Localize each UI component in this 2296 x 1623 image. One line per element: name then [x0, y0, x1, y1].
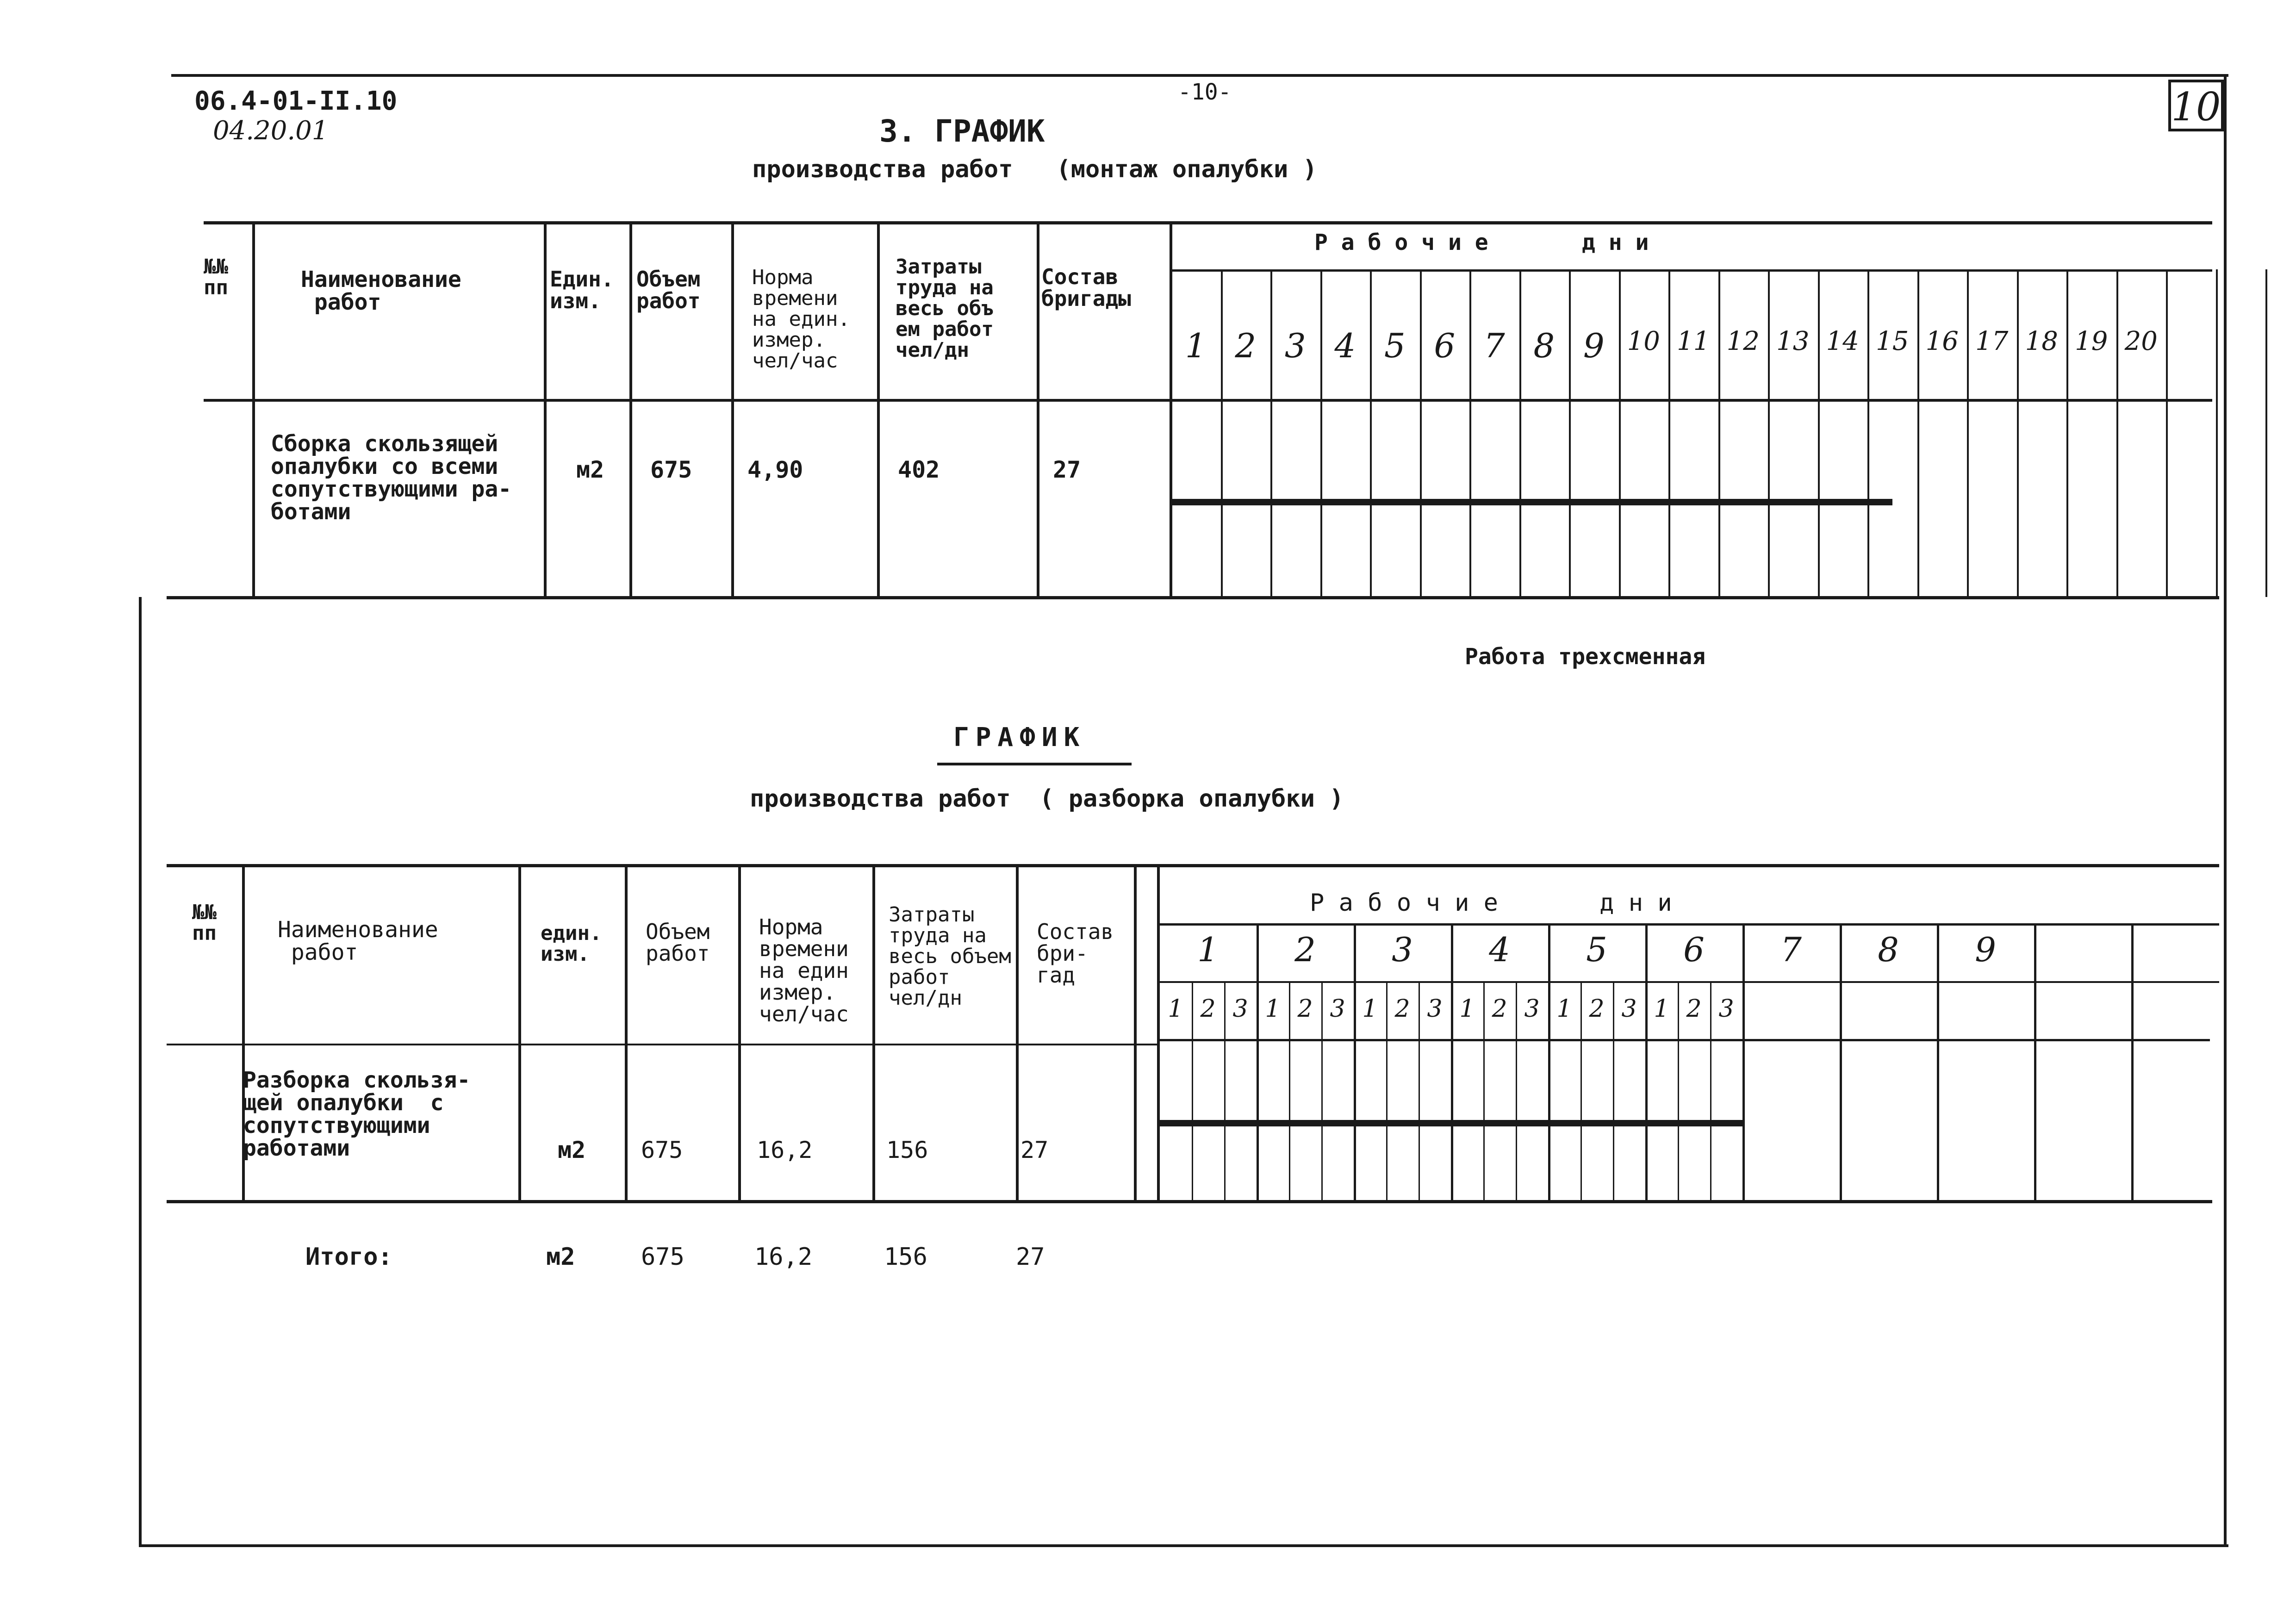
- schedule2-row-norm: 16,2: [757, 1137, 813, 1163]
- total-volume: 675: [641, 1243, 684, 1271]
- schedule2-row-crew: 27: [1020, 1137, 1049, 1163]
- schedule1-day-number: 20: [2124, 326, 2158, 356]
- schedule1-day-gridline: [2265, 269, 2267, 597]
- schedule1-day-number: 10: [1627, 326, 1660, 356]
- schedule2-shift-number: 2: [1686, 995, 1702, 1023]
- schedule2-shift-number: 2: [1589, 995, 1605, 1023]
- total-norm: 16,2: [754, 1243, 813, 1271]
- schedule2-shift-number: 1: [1556, 995, 1572, 1023]
- schedule1-day-number: 1: [1185, 326, 1207, 365]
- frame-bottom: [139, 1544, 2228, 1547]
- schedule2-shift-number: 1: [1168, 995, 1183, 1023]
- schedule2-col-days: Р а б о ч и е д н и: [1310, 889, 1672, 917]
- schedule2-shift-number: 1: [1362, 995, 1378, 1023]
- schedule2-title: ГРАФИК: [953, 722, 1086, 752]
- schedule1-day-gridline: [2066, 269, 2068, 597]
- schedule1-day-number: 4: [1334, 326, 1356, 365]
- schedule1-col-name: Наименование работ: [301, 267, 461, 315]
- schedule1-day-gridline: [1768, 269, 1770, 597]
- schedule1-row-labor: 402: [898, 456, 940, 483]
- schedule2-row-name: Разборка скользя- щей опалубки с сопутствующими работами: [243, 1067, 471, 1161]
- schedule1-day-gridline: [1668, 269, 1670, 597]
- schedule1-day-gridline: [1818, 269, 1820, 597]
- schedule1-day-number: 6: [1434, 326, 1456, 365]
- schedule1-title: 3. ГРАФИК: [879, 113, 1045, 149]
- schedule1-col-days: Р а б о ч и е д н и: [1314, 230, 1649, 255]
- schedule2-day-number: 9: [1975, 930, 1996, 969]
- schedule1-day-number: 14: [1826, 326, 1859, 356]
- schedule1-day-gridline: [1320, 269, 1322, 597]
- schedule1-row-norm: 4,90: [747, 456, 803, 483]
- schedule1-day-number: 7: [1483, 326, 1505, 365]
- schedule2-shift-number: 3: [1330, 995, 1345, 1023]
- schedule1-col-unit: Един. изм.: [550, 267, 614, 313]
- schedule1-day-number: 13: [1776, 326, 1810, 356]
- schedule1-col-volume: Объем работ: [636, 267, 701, 313]
- schedule1-day-number: 3: [1284, 326, 1306, 365]
- schedule1-col-norm: Норма времени на един. измер. чел/час: [752, 266, 850, 373]
- schedule2-day-number: 7: [1780, 930, 1802, 969]
- schedule1-day-number: 15: [1876, 326, 1909, 356]
- schedule2-day-number: 5: [1586, 930, 1607, 969]
- schedule2-shift-number: 1: [1265, 995, 1281, 1023]
- schedule1-col-labor: Затраты труда на весь объ ем работ чел/дн: [896, 255, 994, 362]
- schedule1-day-number: 5: [1384, 326, 1406, 365]
- schedule2-day-number: 6: [1683, 930, 1705, 969]
- schedule2-day-number: 2: [1294, 930, 1316, 969]
- schedule1-row-volume: 675: [650, 456, 692, 483]
- schedule1-day-number: 8: [1533, 326, 1555, 365]
- schedule1-day-gridline: [1619, 269, 1621, 597]
- schedule2-shift-number: 2: [1394, 995, 1410, 1023]
- schedule2-shift-number: 1: [1654, 995, 1669, 1023]
- schedule2-row-labor: 156: [886, 1137, 928, 1163]
- page-number: -10-: [1178, 79, 1232, 105]
- document-code: 06.4-01-II.10: [194, 86, 398, 116]
- schedule1-subtitle: производства работ (монтаж опалубки ): [752, 155, 1317, 183]
- total-label: Итого:: [305, 1243, 392, 1271]
- schedule2-col-unit: един. изм.: [541, 921, 602, 966]
- schedule1-day-number: 11: [1677, 326, 1710, 356]
- schedule2-day-number: 4: [1489, 930, 1510, 969]
- schedule2-col-crew: Состав бри- гад: [1037, 919, 1114, 988]
- schedule2-shift-number: 3: [1621, 995, 1637, 1023]
- frame-left: [139, 597, 142, 1546]
- schedule1-day-gridline: [2216, 269, 2218, 597]
- schedule1-day-gridline: [1370, 269, 1372, 597]
- schedule2-col-norm: Норма времени на един измер. чел/час: [759, 914, 849, 1026]
- schedule2-col-labor: Затраты труда на весь объем работ чел/дн: [889, 903, 1011, 1010]
- schedule2-subtitle: производства работ ( разборка опалубки ): [750, 785, 1344, 813]
- schedule1-col-crew: Состав бригады: [1041, 264, 1131, 311]
- schedule1-day-gridline: [1718, 269, 1720, 597]
- frame-top: [171, 74, 2228, 77]
- schedule2-title-underline: [937, 763, 1132, 765]
- schedule1-row-unit: м2: [576, 456, 604, 483]
- total-unit: м2: [546, 1243, 575, 1271]
- schedule1-day-number: 12: [1726, 326, 1760, 356]
- schedule2-day-number: 8: [1878, 930, 1899, 969]
- schedule2-day-number: 3: [1392, 930, 1413, 969]
- schedule1-row-name: Сборка скользящей опалубки со всеми сопутствующими ра- ботами: [271, 431, 512, 525]
- schedule1-day-gridline: [1967, 269, 1969, 597]
- schedule1-gantt-bar: [1171, 499, 1892, 505]
- schedule1-day-number: 2: [1235, 326, 1257, 365]
- frame-right: [2224, 74, 2227, 1546]
- schedule1-day-gridline: [1270, 269, 1272, 597]
- schedule2-shift-number: 3: [1718, 995, 1734, 1023]
- total-crew: 27: [1016, 1243, 1045, 1271]
- schedule1-day-number: 16: [1925, 326, 1959, 356]
- schedule1-day-gridline: [1221, 269, 1223, 597]
- schedule2-shift-number: 3: [1524, 995, 1540, 1023]
- total-labor: 156: [884, 1243, 927, 1271]
- schedule1-day-gridline: [2166, 269, 2168, 597]
- schedule2-col-volume: Объем работ: [646, 919, 710, 966]
- schedule2-shift-number: 2: [1492, 995, 1507, 1023]
- schedule1-day-gridline: [1519, 269, 1521, 597]
- schedule1-day-gridline: [1867, 269, 1869, 597]
- shift-note: Работа трехсменная: [1465, 644, 1706, 670]
- schedule1-day-gridline: [1469, 269, 1471, 597]
- schedule2-row-unit: м2: [558, 1137, 586, 1163]
- schedule2-day-number: 1: [1197, 930, 1219, 969]
- schedule2-col-name: Наименование работ: [278, 917, 438, 965]
- schedule1-day-gridline: [2116, 269, 2118, 597]
- schedule2-shift-number: 3: [1232, 995, 1248, 1023]
- schedule2-shift-number: 3: [1427, 995, 1443, 1023]
- schedule2-shift-number: 1: [1459, 995, 1475, 1023]
- sheet-number: 10: [2171, 84, 2221, 130]
- schedule1-day-number: 9: [1583, 326, 1605, 365]
- document-code-handwritten: 04.20.01: [213, 116, 329, 146]
- schedule1-day-gridline: [1569, 269, 1571, 597]
- schedule1-day-gridline: [1917, 269, 1919, 597]
- schedule1-day-number: 18: [2025, 326, 2058, 356]
- schedule1-day-number: 19: [2075, 326, 2108, 356]
- schedule1-row-crew: 27: [1053, 456, 1081, 483]
- schedule2-shift-number: 2: [1297, 995, 1313, 1023]
- schedule2-day-gridline: [2034, 923, 2036, 1201]
- schedule2-shift-number: 2: [1200, 995, 1216, 1023]
- schedule1-day-gridline: [1420, 269, 1422, 597]
- schedule2-col-num: №№ пп: [192, 901, 217, 945]
- sheet-number-box: [2168, 80, 2224, 131]
- schedule2-day-gridline: [2131, 923, 2134, 1201]
- schedule2-row-volume: 675: [641, 1137, 683, 1163]
- schedule1-day-gridline: [2017, 269, 2019, 597]
- schedule1-col-num: №№ пп: [204, 255, 228, 299]
- schedule1-day-number: 17: [1975, 326, 2009, 356]
